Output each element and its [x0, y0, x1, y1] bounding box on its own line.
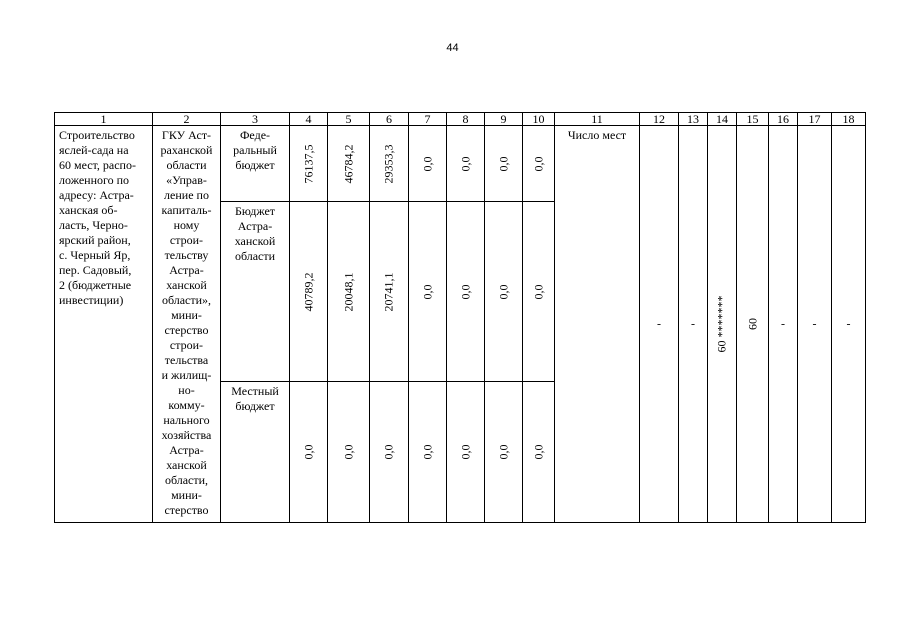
col13-value: - [691, 316, 695, 331]
value: 0,0 [458, 444, 472, 460]
col14-value: 60 ******* [714, 295, 729, 353]
value: 0,0 [420, 156, 434, 171]
funding-source: Местный бюджет [231, 384, 279, 413]
col13-cell [679, 126, 708, 523]
value-cell [290, 202, 328, 382]
value: 0,0 [458, 156, 472, 171]
value: 0,0 [496, 284, 510, 299]
column-header-row [55, 113, 866, 126]
column-header: 18 [832, 113, 866, 126]
value: 0,0 [381, 444, 396, 460]
value: 40789,2 [301, 272, 315, 311]
value: 0,0 [496, 444, 510, 460]
column-header: 9 [485, 113, 523, 126]
value: 20048,1 [341, 272, 355, 311]
col18-cell [832, 126, 866, 523]
col16-value: - [781, 316, 785, 331]
page-number: 44 [446, 42, 459, 54]
column-header: 17 [798, 113, 832, 126]
column-header: 8 [447, 113, 485, 126]
value-cell [328, 202, 370, 382]
value: 76137,5 [301, 144, 315, 183]
col12-value: - [657, 316, 661, 331]
value-cell [523, 382, 555, 523]
value: 0,0 [531, 444, 545, 460]
value-cell [523, 202, 555, 382]
column-header: 3 [221, 113, 290, 126]
value-cell [328, 382, 370, 523]
value-cell [370, 202, 409, 382]
col15-cell [737, 126, 769, 523]
column-header: 5 [328, 113, 370, 126]
funding-source: Феде- ральный бюджет [233, 128, 277, 172]
column-header: 14 [708, 113, 737, 126]
value-cell [523, 126, 555, 202]
value-cell [485, 126, 523, 202]
column-header: 2 [153, 113, 221, 126]
column-header: 6 [370, 113, 409, 126]
col16-cell [769, 126, 798, 523]
value-cell [370, 126, 409, 202]
value-cell [328, 126, 370, 202]
funding-source: Бюджет Астра- ханской области [234, 204, 276, 263]
col14-cell [708, 126, 737, 523]
indicator-name: Число мест [567, 128, 627, 142]
value: 0,0 [301, 444, 315, 460]
value: 46784,2 [341, 144, 355, 183]
source-cell [221, 126, 290, 202]
column-header: 13 [679, 113, 708, 126]
budget-table [54, 112, 866, 523]
column-header: 4 [290, 113, 328, 126]
column-header: 15 [737, 113, 769, 126]
value: 20741,1 [381, 272, 396, 311]
value-cell [485, 382, 523, 523]
value-cell [409, 382, 447, 523]
value: 29353,3 [381, 144, 396, 183]
col17-cell [798, 126, 832, 523]
column-header: 12 [640, 113, 679, 126]
value: 0,0 [458, 284, 472, 299]
indicator-cell [555, 126, 640, 523]
value-cell [290, 382, 328, 523]
column-header: 10 [523, 113, 555, 126]
object-name-cell [55, 126, 153, 523]
source-cell [221, 382, 290, 523]
value-cell [290, 126, 328, 202]
value: 0,0 [420, 444, 434, 460]
column-header: 11 [555, 113, 640, 126]
value: 0,0 [420, 284, 434, 299]
value-cell [447, 202, 485, 382]
value: 0,0 [531, 156, 545, 171]
value: 0,0 [341, 444, 355, 460]
value: 0,0 [531, 284, 545, 299]
col18-value: - [846, 316, 851, 331]
executor-name: ГКУ Аст- раханской области «Управ- ление по капиталь- ному строи- тельству Астра- ханской области», мини- стерство строи- тельства и жилищ- но- комму- нального хозяйства Астра- ханской области, мини- стерство [160, 128, 213, 517]
column-header: 7 [409, 113, 447, 126]
value-cell [447, 382, 485, 523]
value: 0,0 [496, 156, 510, 171]
value-cell [485, 202, 523, 382]
value-cell [447, 126, 485, 202]
executor-cell [153, 126, 221, 523]
col12-cell [640, 126, 679, 523]
col17-value: - [812, 316, 817, 331]
value-cell [409, 202, 447, 382]
col15-value: 60 [745, 318, 759, 330]
object-name: Строительство яслей-сада на 60 мест, распо- ложенного по адресу: Астра- ханская об- ласть, Черно- ярский район, с. Черный Яр, пер. Садовый, 2 (бюджетные инвестиции) [59, 128, 136, 307]
table-row-federal [55, 126, 866, 202]
value-cell [409, 126, 447, 202]
value-cell [370, 382, 409, 523]
column-header: 1 [55, 113, 153, 126]
column-header: 16 [769, 113, 798, 126]
source-cell [221, 202, 290, 382]
